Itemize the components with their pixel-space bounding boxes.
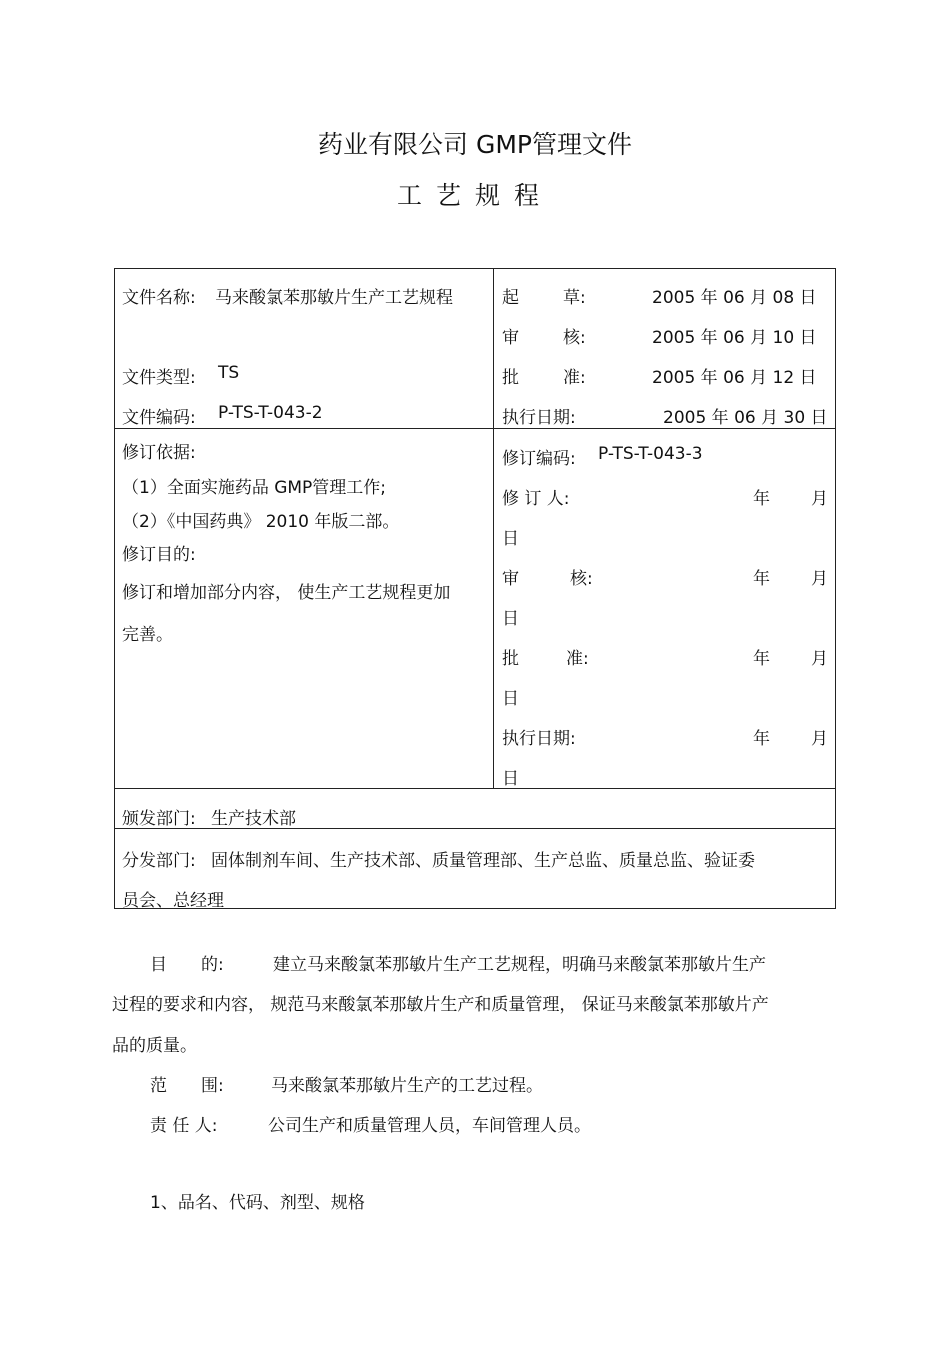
date-day-placeholder: 日 — [502, 769, 519, 789]
distribution-value: 员会、总经理 — [122, 891, 224, 911]
purpose-text: 过程的要求和内容， 规范马来酸氯苯那敏片生产和质量管理， 保证马来酸氯苯那敏片产 — [112, 995, 769, 1015]
date-month-placeholder: 月 — [811, 489, 828, 509]
revision-purpose-text: 修订和增加部分内容， 使生产工艺规程更加 — [122, 583, 451, 603]
revision-exec-label: 执行日期: — [502, 729, 576, 749]
reviser-label: 修 订 人: — [502, 489, 570, 509]
section-heading: 1、品名、代码、剂型、规格 — [150, 1193, 365, 1213]
revision-basis-item: （2）《中国药典》 2010 年版二部。 — [122, 512, 400, 532]
revision-approve-label: 批 — [502, 649, 519, 669]
review-date: 2005 年 06 月 10 日 — [652, 328, 817, 348]
file-name-value: 马来酸氯苯那敏片生产工艺规程 — [215, 288, 453, 308]
review-label: 核: — [563, 328, 586, 348]
revision-review-label: 审 — [502, 569, 519, 589]
date-year-placeholder: 年 — [753, 569, 770, 589]
scope-label: 范 围: — [150, 1076, 224, 1096]
date-month-placeholder: 月 — [811, 649, 828, 669]
date-day-placeholder: 日 — [502, 689, 519, 709]
date-year-placeholder: 年 — [753, 649, 770, 669]
draft-date: 2005 年 06 月 08 日 — [652, 288, 817, 308]
table-divider — [114, 788, 836, 789]
draft-label: 起 — [502, 288, 519, 308]
distribution-value: 固体制剂车间、生产技术部、质量管理部、生产总监、质量总监、验证委 — [211, 851, 755, 871]
revision-code-label: 修订编码: — [502, 449, 576, 469]
revision-approve-label: 准: — [566, 649, 589, 669]
date-day-placeholder: 日 — [502, 609, 519, 629]
file-code-label: 文件编码: — [122, 408, 196, 428]
file-name-label: 文件名称: — [122, 288, 196, 308]
scope-text: 马来酸氯苯那敏片生产的工艺过程。 — [271, 1076, 543, 1096]
file-code-value: P-TS-T-043-2 — [218, 403, 323, 423]
revision-code-value: P-TS-T-043-3 — [598, 444, 703, 464]
responsible-label: 责 任 人: — [150, 1116, 218, 1136]
approve-label: 准: — [563, 368, 586, 388]
table-divider — [114, 428, 836, 429]
document-title: 药业有限公司 GMP管理文件 — [318, 130, 632, 159]
exec-date-label: 执行日期: — [502, 408, 576, 428]
revision-review-label: 核: — [570, 569, 593, 589]
issue-dept-label: 颁发部门: — [122, 809, 196, 829]
revision-purpose-label: 修订目的: — [122, 545, 196, 565]
review-label: 审 — [502, 328, 519, 348]
approve-date: 2005 年 06 月 12 日 — [652, 368, 817, 388]
date-month-placeholder: 月 — [811, 569, 828, 589]
table-column-divider — [493, 268, 494, 788]
purpose-text: 建立马来酸氯苯那敏片生产工艺规程，明确马来酸氯苯那敏片生产 — [273, 955, 766, 975]
approve-label: 批 — [502, 368, 519, 388]
purpose-text: 品的质量。 — [112, 1036, 197, 1056]
file-type-label: 文件类型: — [122, 368, 196, 388]
issue-dept-value: 生产技术部 — [211, 809, 296, 829]
date-month-placeholder: 月 — [811, 729, 828, 749]
distribution-label: 分发部门: — [122, 851, 196, 871]
date-day-placeholder: 日 — [502, 529, 519, 549]
file-type-value: TS — [218, 363, 240, 383]
exec-date-value: 2005 年 06 月 30 日 — [663, 408, 828, 428]
revision-purpose-text: 完善。 — [122, 625, 173, 645]
responsible-text: 公司生产和质量管理人员，车间管理人员。 — [268, 1116, 591, 1136]
document-subtitle: 工艺规程 — [396, 181, 553, 210]
revision-basis-item: （1）全面实施药品 GMP管理工作; — [122, 478, 387, 498]
date-year-placeholder: 年 — [753, 489, 770, 509]
draft-label: 草: — [563, 288, 586, 308]
revision-basis-label: 修订依据: — [122, 443, 196, 463]
purpose-label: 目 的: — [150, 955, 224, 975]
date-year-placeholder: 年 — [753, 729, 770, 749]
